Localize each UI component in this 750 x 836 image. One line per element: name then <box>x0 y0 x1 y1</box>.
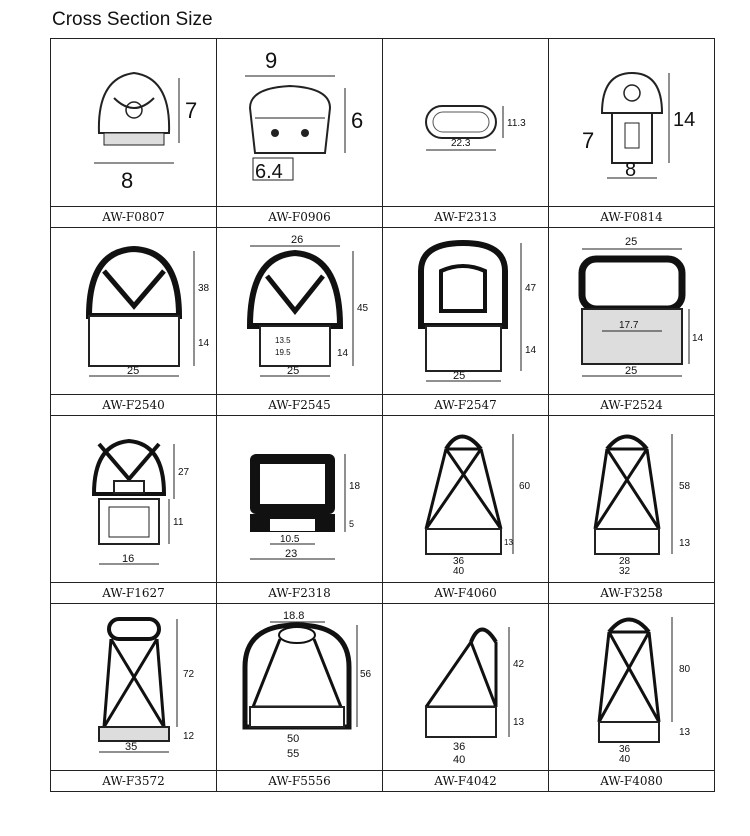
seal-profile-drawing <box>59 607 209 767</box>
dim-width: 16 <box>121 553 134 565</box>
caption-row <box>51 771 715 792</box>
dim-height: 11.3 <box>506 117 526 129</box>
dim-width: 35 <box>124 741 137 753</box>
product-drawing-cell <box>51 228 217 395</box>
seal-profile-drawing <box>557 419 707 579</box>
dim-height: 27 <box>177 467 189 478</box>
dim-inner-width: 10.5 <box>279 534 299 545</box>
product-code: AW-F0814 <box>549 207 715 228</box>
product-drawing-cell <box>383 39 549 207</box>
page-title: Cross Section Size <box>52 9 213 30</box>
dim-base-height: 13 <box>678 727 690 738</box>
product-drawing-cell <box>549 604 715 771</box>
product-code: AW-F1627 <box>51 583 217 604</box>
seal-profile-drawing <box>59 419 209 579</box>
seal-profile-drawing <box>557 48 707 198</box>
dim-width: 8 <box>120 167 133 193</box>
dim-base-height: 14 <box>336 348 348 359</box>
dim-height: 18 <box>348 481 360 492</box>
product-code: AW-F0807 <box>51 207 217 228</box>
product-code: AW-F3258 <box>549 583 715 604</box>
dim-height: 14 <box>672 108 695 131</box>
product-drawing-cell <box>383 228 549 395</box>
dim-height: 38 <box>197 283 209 294</box>
dim-height: 60 <box>518 481 530 492</box>
product-code: AW-F2545 <box>217 395 383 416</box>
dim-top-width: 26 <box>290 234 303 246</box>
product-drawing-cell <box>549 228 715 395</box>
dim-width: 32 <box>618 566 630 577</box>
product-code: AW-F5556 <box>217 771 383 792</box>
product-drawing-cell <box>549 39 715 207</box>
seal-profile-drawing <box>225 607 375 767</box>
dim-inner-b: 19.5 <box>274 348 291 357</box>
dim-base-height: 14 <box>524 345 536 356</box>
dim-top-width: 18.8 <box>282 610 304 622</box>
dim-height: 7 <box>184 97 197 123</box>
caption-row <box>51 583 715 604</box>
dim-height: 58 <box>678 481 690 492</box>
dim-base-height: 12 <box>182 731 194 742</box>
product-drawing-cell <box>217 39 383 207</box>
seal-profile-drawing <box>391 48 541 198</box>
seal-profile-drawing <box>557 231 707 391</box>
dim-height: 56 <box>359 669 371 680</box>
drawing-row <box>51 416 715 583</box>
product-code: AW-F2318 <box>217 583 383 604</box>
dim-height: 6 <box>350 107 363 133</box>
dim-width: 25 <box>452 370 465 382</box>
caption-row <box>51 207 715 228</box>
dim-top-width: 25 <box>624 236 637 248</box>
seal-profile-drawing <box>557 607 707 767</box>
product-code: AW-F3572 <box>51 771 217 792</box>
seal-profile-drawing <box>225 231 375 391</box>
product-drawing-cell <box>51 39 217 207</box>
dim-width: 40 <box>618 754 630 765</box>
dim-inner-width: 50 <box>286 733 299 745</box>
dim-height: 42 <box>512 659 524 670</box>
dim-height: 45 <box>356 303 368 314</box>
product-code: AW-F0906 <box>217 207 383 228</box>
product-drawing-cell <box>549 416 715 583</box>
product-code: AW-F2524 <box>549 395 715 416</box>
dim-base-height: 14 <box>197 338 209 349</box>
product-code: AW-F4042 <box>383 771 549 792</box>
dim-inner-width: 36 <box>452 556 464 567</box>
dim-width: 55 <box>286 748 299 760</box>
product-code: AW-F4080 <box>549 771 715 792</box>
dim-height: 47 <box>524 283 536 294</box>
seal-profile-drawing <box>225 419 375 579</box>
product-drawing-cell <box>217 416 383 583</box>
dim-width: 23 <box>284 548 297 560</box>
dim-width: 8 <box>624 158 636 181</box>
product-code: AW-F2313 <box>383 207 549 228</box>
seal-profile-drawing <box>59 48 209 198</box>
dim-width: 25 <box>286 365 299 377</box>
dim-base-height: 5 <box>348 519 354 529</box>
dim-height: 80 <box>678 664 690 675</box>
dim-width: 40 <box>452 754 465 766</box>
dim-inner-height: 7 <box>581 127 594 153</box>
seal-profile-drawing <box>391 231 541 391</box>
dim-base-height: 13 <box>678 538 690 549</box>
dim-width: 9 <box>264 47 277 73</box>
dim-base: 6.4 <box>254 160 283 183</box>
product-drawing-cell <box>217 228 383 395</box>
product-code: AW-F4060 <box>383 583 549 604</box>
dim-height: 72 <box>182 669 194 680</box>
seal-profile-drawing <box>391 607 541 767</box>
caption-row <box>51 395 715 416</box>
seal-profile-drawing <box>225 48 375 198</box>
dim-inner-width: 28 <box>618 556 630 567</box>
dim-base-height: 13 <box>512 717 524 728</box>
seal-profile-drawing <box>391 419 541 579</box>
dim-inner-a: 13.5 <box>274 336 291 345</box>
drawing-row <box>51 39 715 207</box>
product-drawing-cell <box>217 604 383 771</box>
product-drawing-cell <box>383 416 549 583</box>
dim-width: 22.3 <box>450 137 470 149</box>
cross-section-table <box>50 38 715 792</box>
dim-base-height: 11 <box>172 517 183 528</box>
dim-inner-width: 36 <box>452 741 465 753</box>
dim-inner-width: 36 <box>618 744 630 755</box>
seal-profile-drawing <box>59 231 209 391</box>
dim-width: 25 <box>624 365 637 377</box>
drawing-row <box>51 604 715 771</box>
dim-base-height: 13 <box>503 538 513 547</box>
dim-width: 40 <box>452 566 464 577</box>
product-code: AW-F2540 <box>51 395 217 416</box>
product-drawing-cell <box>51 604 217 771</box>
product-code: AW-F2547 <box>383 395 549 416</box>
product-drawing-cell <box>383 604 549 771</box>
dim-width: 25 <box>126 365 139 377</box>
dim-inner-width: 17.7 <box>618 320 638 331</box>
drawing-row <box>51 228 715 395</box>
dim-base-height: 14 <box>691 333 703 344</box>
product-drawing-cell <box>51 416 217 583</box>
